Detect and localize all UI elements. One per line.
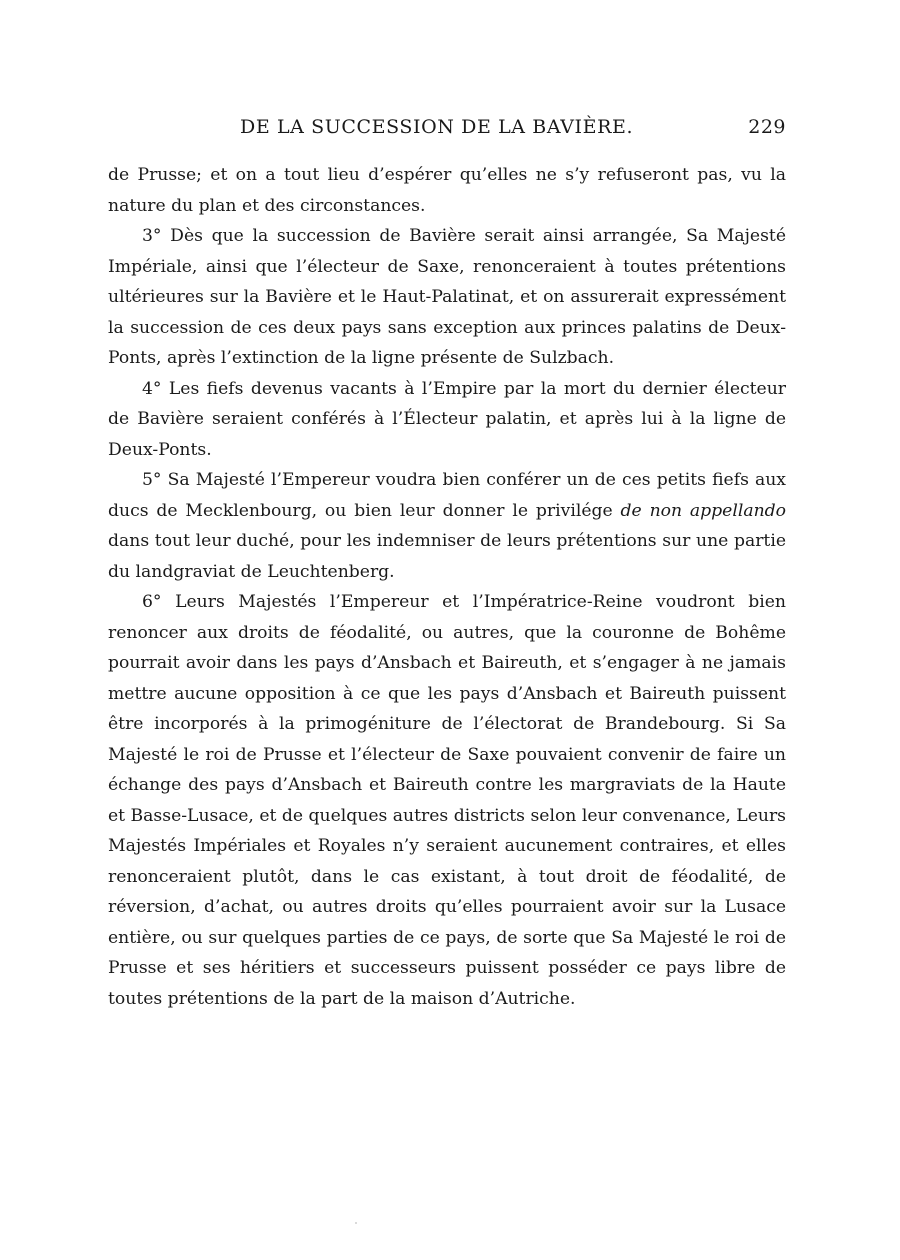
latin-phrase: de non appellando xyxy=(620,500,787,521)
paragraph-article-5 xyxy=(108,465,786,587)
paragraph-article-3: 3° Dès que la succession de Bavière serait ainsi arrangée, Sa Majesté Impériale, ainsi que l’électeur de Saxe, renonceraient à toutes prétentions ultérieures sur la Bavière et le Haut-Palatinat, et on assurerait expressément la succession de ces deux pays sans exception aux princes palatins de Deux-Ponts, après l’extinction de la ligne présente de Sulzbach. xyxy=(108,226,786,368)
page-number: 229 xyxy=(748,116,786,138)
paragraph-continued: de Prusse; et on a tout lieu d’espérer qu’elles ne s’y refuseront pas, vu la nature du plan et des circonstances. xyxy=(108,165,786,216)
paragraph-article-4: 4° Les fiefs devenus vacants à l’Empire par la mort du dernier électeur de Bavière seraient conférés à l’Électeur palatin, et après lui à la ligne de Deux-Ponts. xyxy=(108,378,786,460)
body-text xyxy=(108,160,786,1014)
paper-speck xyxy=(355,1222,357,1224)
running-head xyxy=(108,116,786,148)
paragraph-article-6: 6° Leurs Majestés l’Empereur et l’Impératrice-Reine voudront bien renoncer aux droits de féodalité, ou autres, que la couronne de Bohême pourrait avoir dans les pays d’Ansbach et Baireuth, et s’engager à ne jamais mettre aucune opposition à ce que les pays d’Ansbach et Baireuth puissent être incorporés à la primogéniture de l’électorat de Brandebourg. Si Sa Majesté le roi de Prusse et l’électeur de Saxe pouvaient convenir de faire un échange des pays d’Ansbach et Baireuth contre les margraviats de la Haute et Basse-Lusace, et de quelques autres districts selon leur convenance, Leurs Majestés Impériales et Royales n’y seraient aucunement contraires, et elles renonceraient plutôt, dans le cas existant, à tout droit de féodalité, de réversion, d’achat, ou autres droits qu’elles pourraient avoir sur la Lusace entière, ou sur quelques parties de ce pays, de sorte que Sa Majesté le roi de Prusse et ses héritiers et successeurs puissent posséder ce pays libre de toutes prétentions de la part de la maison d’Autriche. xyxy=(108,592,786,1009)
running-title: DE LA SUCCESSION DE LA BAVIÈRE. xyxy=(240,116,634,138)
paragraph-article-5-text-after: dans tout leur duché, pour les indemniser de leurs prétentions sur une partie du landgraviat de Leuchtenberg. xyxy=(108,531,786,582)
paragraph-article-5-text-before: 5° Sa Majesté l’Empereur voudra bien conférer un de ces petits fiefs aux ducs de Mecklenbourg, ou bien leur donner le privilége xyxy=(108,470,786,521)
